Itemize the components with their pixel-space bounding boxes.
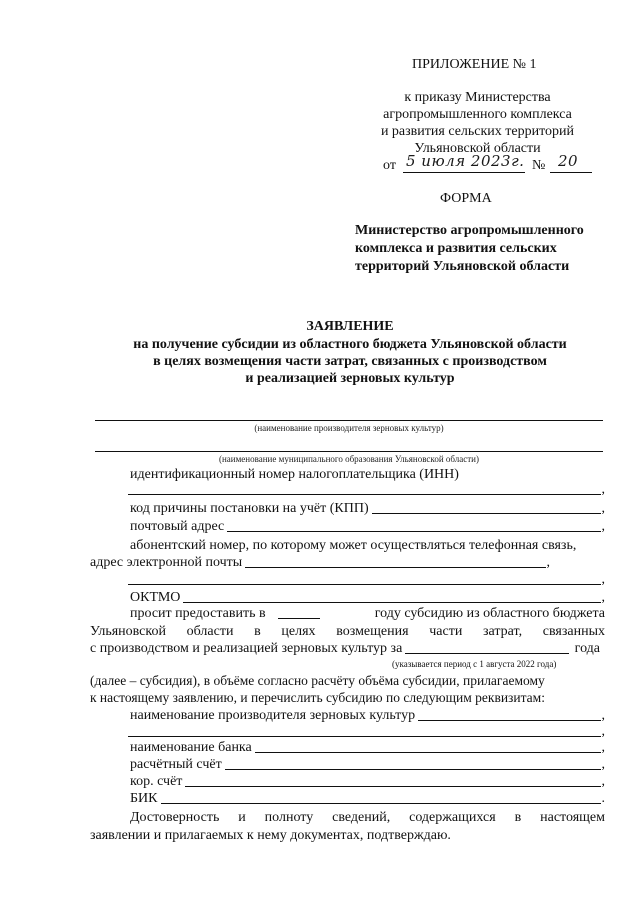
- inn-field[interactable]: [128, 494, 601, 495]
- order-line-2: агропромышленного комплекса: [383, 107, 572, 122]
- document-title: ЗАЯВЛЕНИЕ: [306, 319, 394, 334]
- request-line-3: с производством и реализацией зерновых культур за года: [90, 641, 600, 656]
- producer-requisite-field-2[interactable]: [128, 736, 601, 737]
- request-line-2: Ульяновской области в целях возмещения части затрат, связанных: [90, 624, 605, 639]
- request-line-5: к настоящему заявлению, и перечислить субсидию по следующим реквизитам:: [90, 690, 545, 705]
- oktmo-field[interactable]: [183, 602, 600, 603]
- producer-requisite-row-2: ,: [125, 723, 605, 740]
- bank-row: наименование банка ,: [130, 740, 605, 755]
- order-line-3: и развития сельских территорий: [380, 124, 575, 139]
- inn-row: ,: [125, 481, 605, 498]
- corr-row: кор. счёт ,: [130, 774, 605, 789]
- inn-label: идентификационный номер налогоплательщика (ИНН): [130, 467, 459, 482]
- date-from-label: от: [383, 158, 396, 173]
- municipality-caption: (наименование муниципального образования Ульяновской области): [218, 454, 479, 464]
- blank-field[interactable]: [128, 584, 601, 585]
- period-field[interactable]: [405, 653, 568, 654]
- addressee-line-3: территорий Ульяновской области: [355, 259, 570, 274]
- request-line-4: (далее – субсидия), в объёме согласно расчёту объёма субсидии, прилагаемому: [90, 673, 545, 688]
- addressee-line-2: комплекса и развития сельских: [355, 241, 557, 256]
- year-field[interactable]: [278, 618, 320, 619]
- form-label: ФОРМА: [440, 191, 492, 206]
- producer-caption: (наименование производителя зерновых культур): [254, 423, 444, 433]
- kpp-field[interactable]: [372, 513, 601, 514]
- date-underline: [403, 172, 525, 173]
- postal-row: почтовый адрес ,: [130, 519, 605, 534]
- postal-field[interactable]: [227, 531, 600, 532]
- phone-label: абонентский номер, по которому может осуществляться телефонная связь,: [130, 538, 577, 553]
- account-field[interactable]: [225, 769, 601, 770]
- document-subtitle-1: на получение субсидии из областного бюджета Ульяновской области: [133, 337, 567, 352]
- document-subtitle-3: и реализацией зерновых культур: [245, 371, 455, 386]
- period-caption: (указывается период с 1 августа 2022 года): [392, 659, 557, 669]
- appendix-title: ПРИЛОЖЕНИЕ № 1: [412, 57, 537, 72]
- municipality-line[interactable]: [95, 451, 603, 452]
- oktmo-row: ОКТМО ,: [130, 590, 605, 605]
- bik-row: БИК .: [130, 791, 605, 806]
- handwritten-date: 5 июля 2023г.: [406, 152, 525, 170]
- handwritten-number: 20: [558, 152, 579, 170]
- email-label: адрес электронной почты: [90, 555, 243, 570]
- blank-row: ,: [125, 571, 605, 588]
- kpp-label: код причины постановки на учёт (КПП): [130, 501, 369, 516]
- confirm-line-2: заявлении и прилагаемых к нему документах, подтверждаю.: [90, 828, 451, 843]
- producer-requisite-field[interactable]: [418, 720, 600, 721]
- confirm-line-1: Достоверность и полноту сведений, содержащихся в настоящем: [130, 810, 605, 825]
- document-subtitle-2: в целях возмещения части затрат, связанных с производством: [153, 354, 547, 369]
- request-line-1: просит предоставить в году субсидию из областного бюджета: [130, 606, 605, 621]
- number-underline: [550, 172, 592, 173]
- bank-field[interactable]: [255, 752, 601, 753]
- email-row: адрес электронной почты ,: [90, 555, 550, 570]
- order-line-1: к приказу Министерства: [404, 90, 551, 105]
- email-field[interactable]: [245, 567, 545, 568]
- account-row: расчётный счёт ,: [130, 757, 605, 772]
- corr-field[interactable]: [185, 786, 600, 787]
- postal-label: почтовый адрес: [130, 519, 225, 534]
- order-line-4: Ульяновской области: [414, 141, 541, 156]
- bik-field[interactable]: [161, 803, 601, 804]
- producer-name-line[interactable]: [95, 420, 603, 421]
- oktmo-label: ОКТМО: [130, 590, 181, 605]
- producer-requisite-row: наименование производителя зерновых культур ,: [130, 708, 605, 723]
- number-label: №: [532, 158, 546, 173]
- addressee-line-1: Министерство агропромышленного: [355, 223, 584, 238]
- kpp-row: код причины постановки на учёт (КПП) ,: [130, 501, 605, 516]
